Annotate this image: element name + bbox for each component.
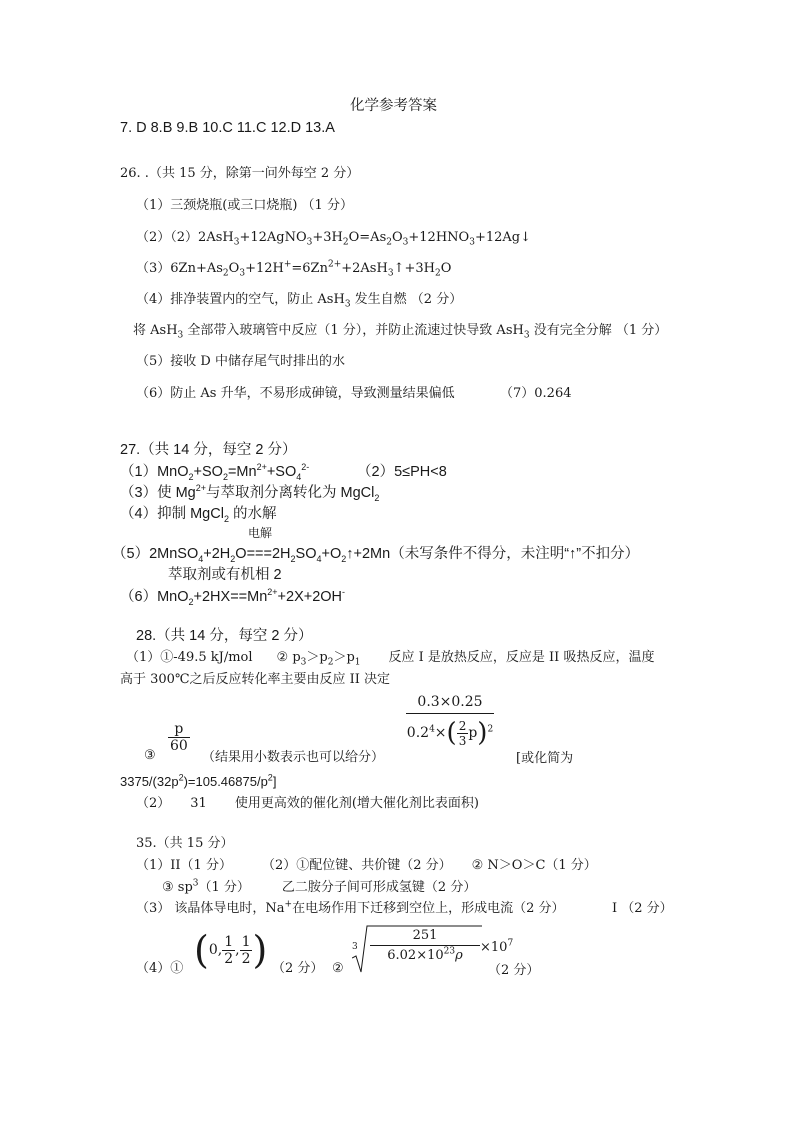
density-root-expression bbox=[352, 922, 492, 976]
q28-answer-3-note: （结果用小数表示也可以给分） bbox=[202, 750, 385, 765]
q35-answer-2c: ③ $sp^3(1$ 分） bbox=[162, 878, 250, 895]
q35-answer-2d: 乙二胺分子间可形成氢键（2 分） bbox=[281, 880, 477, 895]
q26-answer-3-label: （3） bbox=[136, 261, 171, 276]
q28-simplify2: $3375/(32p^2)=105.46875/p^2$] bbox=[120, 772, 277, 789]
q26-answer-5: （5）接收 D 中储存尾气时排出的水 bbox=[136, 354, 345, 369]
q35-answer-2-cont bbox=[162, 879, 476, 897]
q28-answer-2 bbox=[136, 795, 479, 813]
q28-simplify: [或化简为 bbox=[516, 751, 574, 766]
root-denominator: $6.02\times 10^{23}\rho$ bbox=[370, 945, 480, 963]
q27-answer-5b: 萃取剂或有机相 2 bbox=[168, 567, 282, 583]
kp-multiply-sign: × bbox=[434, 725, 447, 741]
q28-answer-1-note: 反应 I 是放热反应，反应是 II 吸热反应，温度 bbox=[388, 650, 655, 665]
q28-answer-1-label: （1） bbox=[126, 650, 161, 665]
q28-answer-1-part2: ② $p_3>p_2>p_1$ bbox=[276, 650, 361, 668]
q26-answer-2-equation: $2AsH_3+12AgNO_3+3H_2O=As_2O_3+12HNO_3+12Ag↓$ bbox=[198, 230, 531, 248]
q27-answer-2: （2）5≤PH<8 bbox=[357, 464, 447, 480]
inner-denominator: 3 bbox=[458, 733, 467, 748]
kp-expression bbox=[406, 694, 494, 748]
kp-denominator-exponent: 4 bbox=[429, 724, 435, 735]
q26-answer-3-equation: $6Zn+As_2O_3+12H^+=6Zn^{2+}+2AsH_3↑+3H_2O$ bbox=[170, 259, 452, 279]
root-fraction bbox=[370, 928, 480, 963]
q26-answer-2 bbox=[136, 229, 531, 247]
q28-header: 28.（共 14 分，每空 2 分） bbox=[136, 628, 313, 644]
q28-answer-2-note: 使用更高效的催化剂(增大催化剂比表面积) bbox=[234, 796, 479, 811]
q27-answer-5-label: （5） bbox=[112, 546, 150, 562]
inner-exponent: 2 bbox=[487, 724, 494, 735]
coord-numerator-2: 1 bbox=[241, 933, 251, 950]
q27-answer-6 bbox=[120, 588, 345, 606]
root-numerator: 251 bbox=[412, 928, 438, 943]
coord-numerator-1: 1 bbox=[224, 933, 234, 950]
q27-answer-6-label: （6） bbox=[120, 589, 158, 605]
kp-denominator: $0.2^4\times$( $\frac{2}{3}$ p)$^2$ bbox=[406, 713, 494, 748]
q27-answer-4: （4）抑制 MgCl$_2$ 的水解 bbox=[120, 506, 277, 524]
q35-answer-3b: I （2 分） bbox=[612, 901, 673, 916]
q35-answer-4-2: ② bbox=[332, 961, 344, 976]
q28-answer-1-note2: 高于 300℃之后反应转化率主要由反应 II 决定 bbox=[120, 672, 391, 687]
q26-answer-2-label: （2）（2） bbox=[136, 230, 199, 245]
q26-answer-4b: 将 AsH$_3$ 全部带入玻璃管中反应（1 分），并防止流速过快导致 AsH$_3$ 没有完全分解 （1 分） bbox=[133, 323, 668, 341]
q27-answer-5 bbox=[112, 545, 639, 563]
q27-electrolysis-condition: 电解 bbox=[248, 526, 273, 540]
q27-answer-1-equation: $MnO_2+SO_2=Mn^{2+}+SO_4^{2-}$ bbox=[157, 462, 310, 482]
q26-answer-7: （7）0.264 bbox=[500, 386, 572, 401]
q26-header: 26. .（共 15 分，除第一问外每空 2 分） bbox=[120, 166, 360, 181]
q35-answer-4-score1: （2 分） bbox=[272, 961, 324, 976]
q28-answer-3-label: ③ bbox=[144, 748, 156, 763]
page-title: 化学参考答案 bbox=[350, 98, 437, 114]
q27-answer-1-label: （1） bbox=[120, 464, 158, 480]
coord-zero: 0, bbox=[208, 942, 223, 958]
q35-coordinates: (0, $\frac{1}{2}$ , $\frac{1}{2}$ ) bbox=[194, 928, 268, 972]
multiple-choice-answers: 7. D 8.B 9.B 10.C 11.C 12.D 13.A bbox=[120, 120, 335, 136]
root-index: 3 bbox=[352, 942, 358, 952]
q35-answer-2: （2）①配位键、共价键（2 分） bbox=[261, 858, 452, 873]
q27-answer-1 bbox=[120, 463, 309, 481]
q35-header: 35.（共 15 分） bbox=[136, 836, 234, 851]
q28-answer-2-value: 31 bbox=[190, 796, 207, 811]
q27-answer-5-note: （未写条件不得分，未注明“↑”不扣分） bbox=[390, 546, 640, 562]
q28-answer-2-label: （2） bbox=[136, 796, 171, 811]
fraction-denominator: 60 bbox=[170, 738, 188, 754]
q26-answer-3 bbox=[136, 260, 451, 278]
inner-numerator: 2 bbox=[458, 718, 467, 733]
kp-numerator: 0.3×0.25 bbox=[417, 694, 483, 710]
q35-answer-1: （1）II（1 分） bbox=[136, 858, 232, 873]
q26-answer-4: （4）排净装置内的空气，防止 AsH$_3$ 发生自燃 （2 分） bbox=[136, 292, 463, 310]
q28-answer-1-part1: ①-49.5 kJ/mol bbox=[160, 650, 253, 665]
root-multiplier: $\times 10^7$ bbox=[480, 938, 514, 955]
coord-denominator-2: 2 bbox=[241, 950, 251, 967]
q27-answer-3: （3）使 $Mg^{2+}$与萃取剂分离转化为 MgCl$_2$ bbox=[120, 483, 380, 503]
q35-answer-4-score2: （2 分） bbox=[488, 963, 540, 978]
inner-p: p bbox=[468, 725, 478, 741]
kp-denominator-base: 0.2 bbox=[406, 725, 430, 741]
q26-answer-6: （6）防止 As 升华，不易形成砷镜，导致测量结果偏低 bbox=[136, 386, 455, 401]
q35-answer-4-label: （4）① bbox=[136, 961, 184, 976]
coord-denominator-1: 2 bbox=[224, 950, 234, 967]
q27-answer-6-equation: $MnO_2+2HX==Mn^{2+}+2X+2OH^-$ bbox=[157, 587, 346, 607]
q26-answer-1: （1）三颈烧瓶(或三口烧瓶) （1 分） bbox=[136, 198, 353, 213]
fraction-numerator: p bbox=[168, 721, 190, 738]
q35-answer-1-2 bbox=[136, 857, 597, 875]
q27-header: 27.（共 14 分，每空 2 分） bbox=[120, 442, 297, 458]
q28-answer-1 bbox=[126, 649, 654, 667]
q27-answer-5-equation: $2MnSO_4+2H_2O===2H_2SO_4+O_2↑+2Mn$ bbox=[149, 546, 391, 564]
q35-answer-3: （3） 该晶体导电时，Na+在电场作用下迁移到空位上，形成电流（2 分） bbox=[136, 899, 565, 916]
q35-answer-2b: ② N＞O＞C（1 分） bbox=[471, 858, 597, 873]
q28-answer-3-fraction bbox=[168, 721, 190, 754]
